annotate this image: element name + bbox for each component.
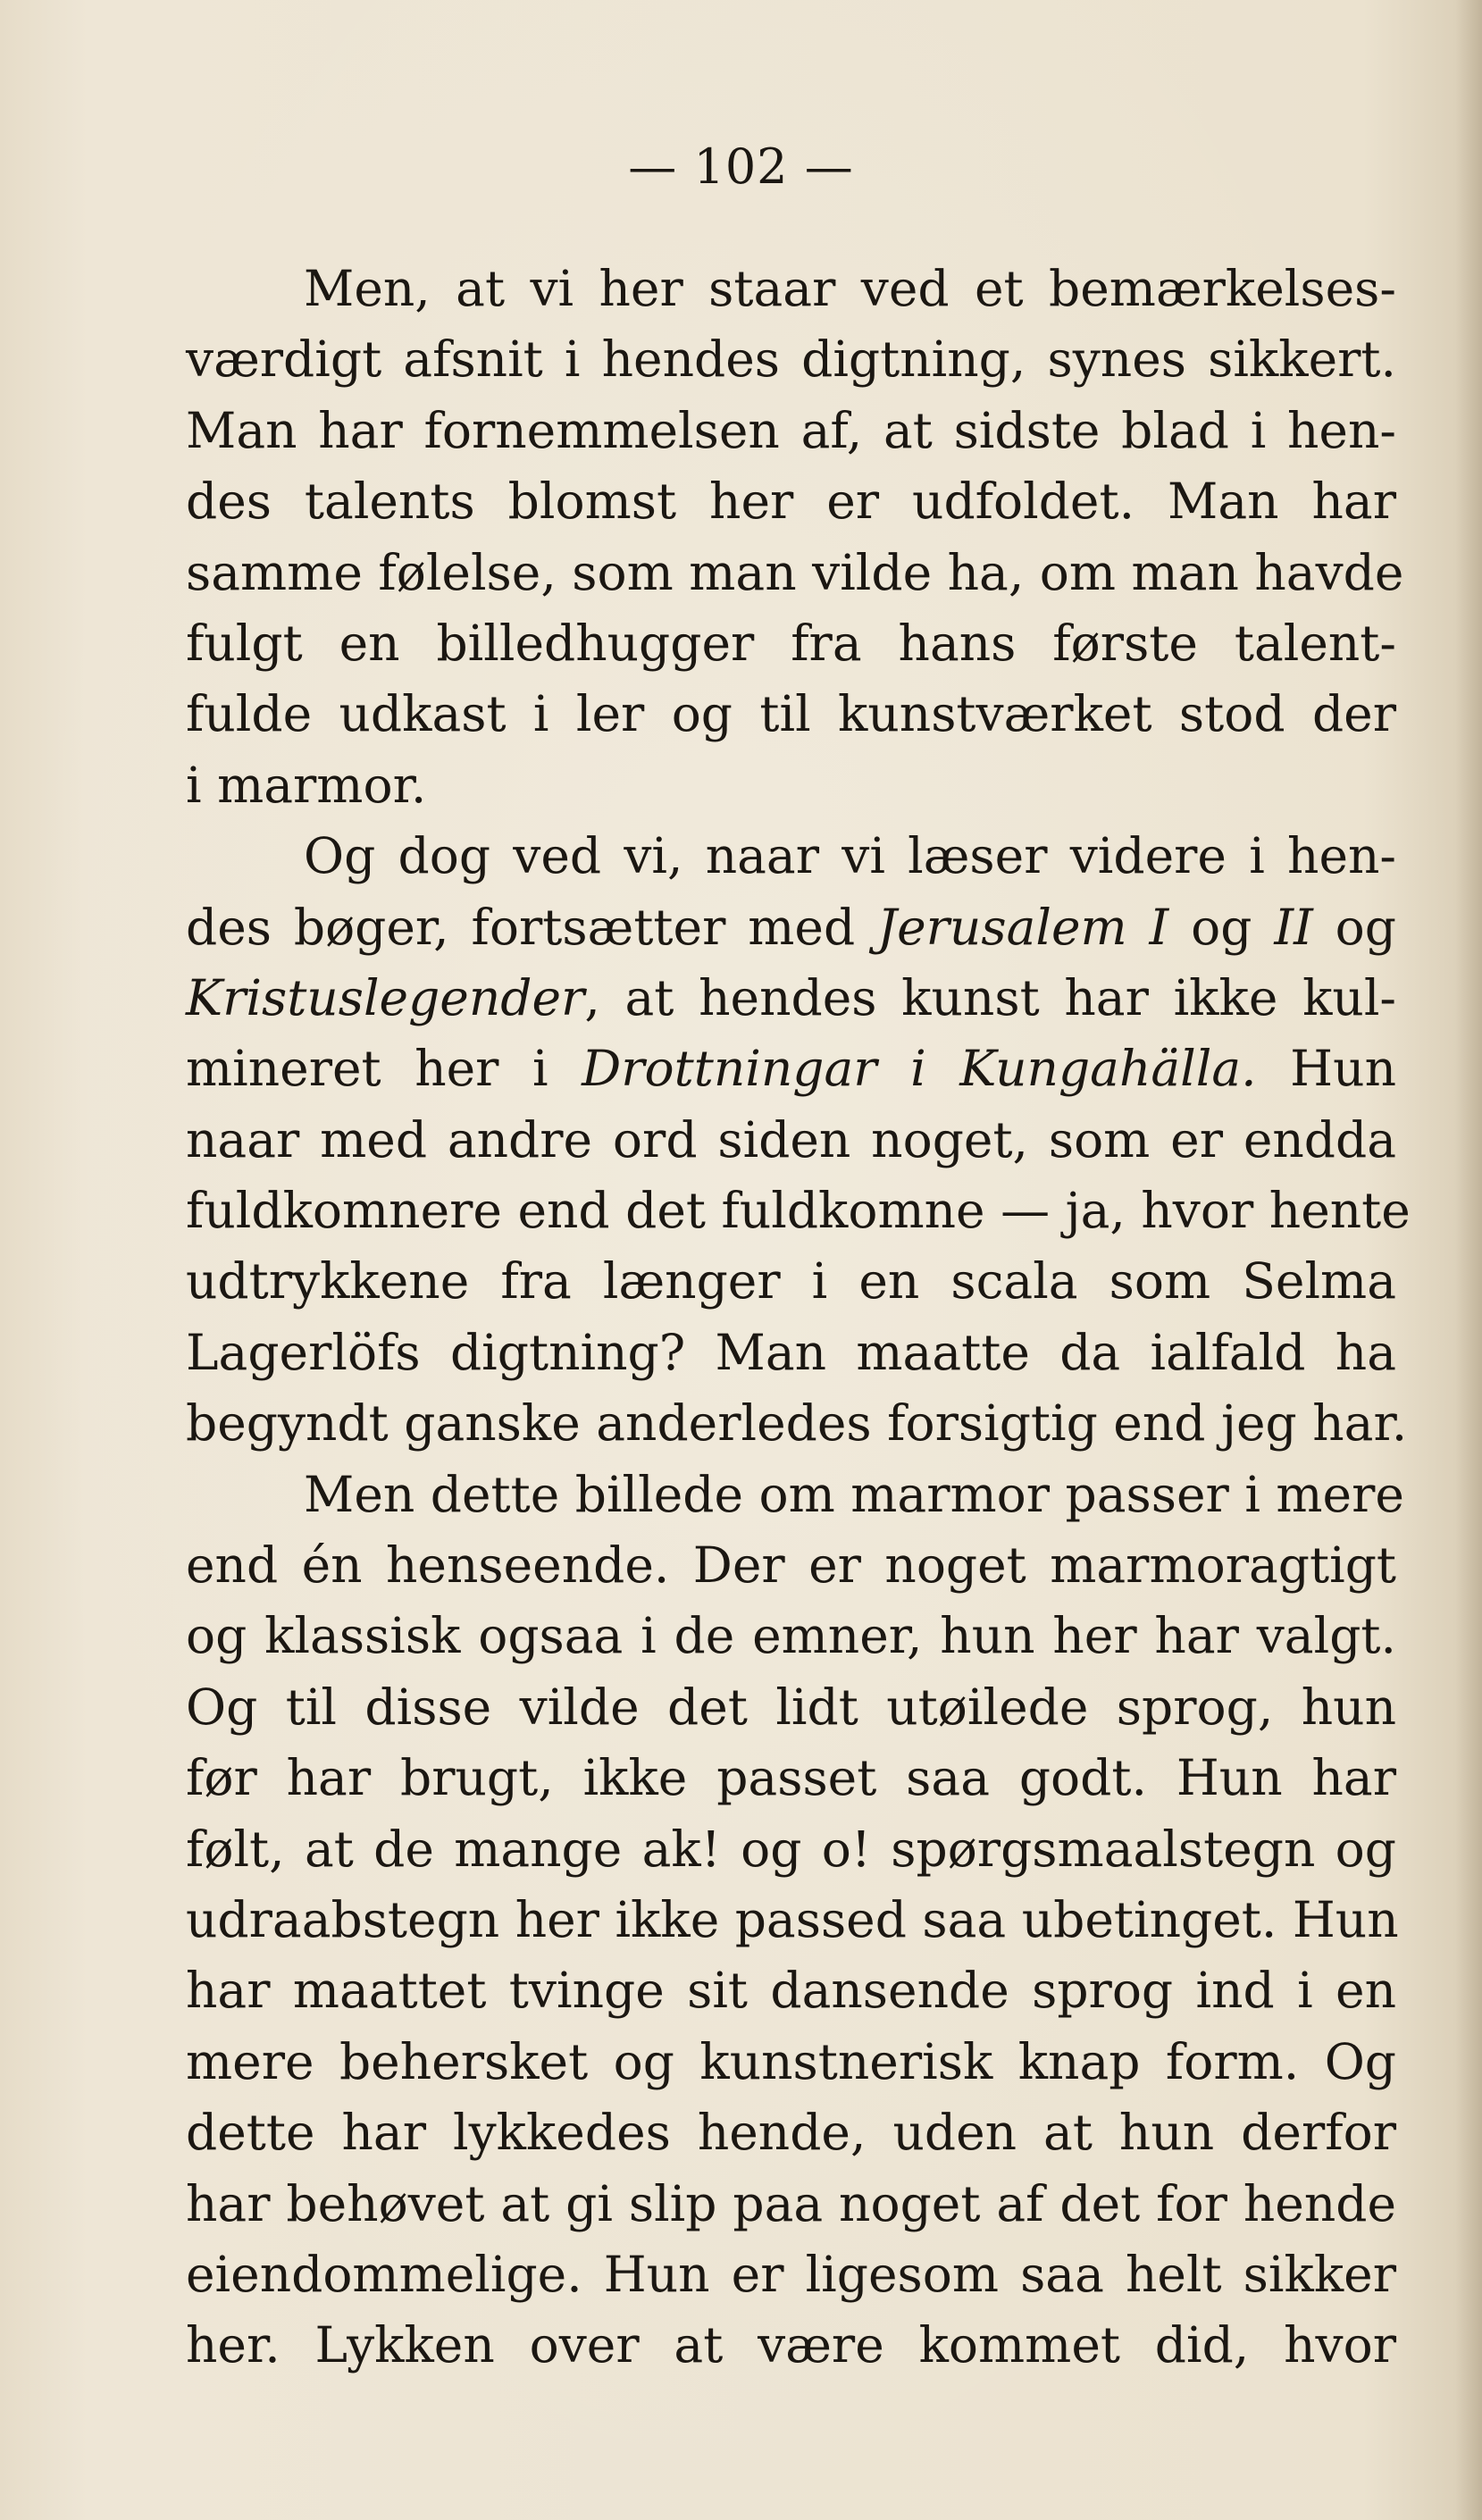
text-line <box>186 1743 1396 1813</box>
line-text: Men, at vi her staar ved et bemærkelses- <box>304 260 1396 317</box>
line-text: før har brugt, ikke passet saa godt. Hun har <box>186 1749 1396 1807</box>
text-line <box>186 1672 1396 1743</box>
line-text: udraabstegn her ikke passed saa ubetinget. Hun <box>186 1890 1399 1948</box>
line-text: des talents blomst her er udfoldet. Man har <box>186 473 1396 531</box>
line-text: Og dog ved vi, naar vi læser videre i hen- <box>304 827 1396 885</box>
text-line <box>186 2240 1396 2310</box>
text-line <box>186 1885 1399 1955</box>
line-text: mere behersket og kunstnerisk knap form. Og <box>186 2032 1396 2090</box>
line-text: og <box>1312 898 1396 956</box>
text-line <box>186 892 1396 963</box>
text-line <box>186 2310 1396 2381</box>
text-line <box>186 324 1396 395</box>
line-text: Hun <box>1256 1040 1396 1098</box>
line-text: des bøger, fortsætter med <box>186 898 878 956</box>
text-line <box>186 1176 1411 1246</box>
italic-title-text: II <box>1274 898 1313 956</box>
line-text: følt, at de mange ak! og o! spørgsmaalstegn og <box>186 1820 1396 1878</box>
text-line <box>186 1601 1396 1671</box>
text-line <box>186 1955 1396 2026</box>
body-text <box>186 254 1411 2382</box>
text-line <box>186 1318 1396 1388</box>
line-text: end én henseende. Der er noget marmoragtigt <box>186 1536 1396 1595</box>
line-text: Lagerlöfs digtning? Man maatte da ialfald ha <box>186 1323 1396 1381</box>
page-edge-shadow <box>1455 0 1482 2520</box>
line-text: dette har lykkedes hende, uden at hun derfor <box>186 2104 1396 2162</box>
line-text: fuldkomnere end det fuldkomne — ja, hvor hente <box>186 1182 1411 1240</box>
text-line <box>186 1530 1396 1601</box>
text-line <box>186 2027 1396 2097</box>
line-text: har behøvet at gi slip paa noget af det for hende <box>186 2174 1396 2232</box>
line-text: fulgt en billedhugger fra hans første talent- <box>186 614 1396 672</box>
text-line <box>186 538 1404 608</box>
text-line <box>186 1246 1396 1317</box>
line-text: eiendommelige. Hun er ligesom saa helt sikker <box>186 2245 1396 2303</box>
text-line <box>186 466 1396 537</box>
text-line <box>186 254 1396 324</box>
italic-title-text: Drottningar i Kungahälla. <box>582 1040 1257 1098</box>
line-text: her. Lykken over at være kommet did, hvor <box>186 2316 1396 2374</box>
text-line <box>186 2097 1396 2168</box>
italic-title-text: Kristuslegender <box>186 968 585 1026</box>
text-line <box>186 608 1396 679</box>
line-text: har maattet tvinge sit dansende sprog ind i en <box>186 1962 1396 2020</box>
line-text: Man har fornemmelsen af, at sidste blad i hen- <box>186 401 1396 459</box>
line-text: Men dette billede om marmor passer i mere <box>304 1465 1404 1523</box>
text-line <box>186 396 1396 466</box>
text-line <box>186 1105 1396 1176</box>
line-text: , at hendes kunst har ikke kul- <box>584 968 1396 1026</box>
text-line <box>186 2169 1396 2240</box>
text-line <box>186 1460 1404 1530</box>
text-line <box>186 1814 1396 1885</box>
text-line <box>186 750 1396 821</box>
text-line <box>186 821 1396 892</box>
line-text: samme følelse, som man vilde ha, om man havde <box>186 543 1404 601</box>
line-text: naar med andre ord siden noget, som er endda <box>186 1110 1396 1168</box>
line-text: fulde udkast i ler og til kunstværket stod der <box>186 685 1396 743</box>
line-text: og <box>1168 898 1275 956</box>
line-text: og klassisk ogsaa i de emner, hun her har valgt. <box>186 1607 1396 1665</box>
text-line <box>186 1388 1408 1459</box>
line-text: udtrykkene fra længer i en scala som Selma <box>186 1252 1396 1310</box>
line-text: i marmor. <box>186 756 427 814</box>
italic-title-text: Jerusalem I <box>877 898 1169 956</box>
page-number: — 102 — <box>628 138 854 195</box>
text-line <box>186 963 1396 1034</box>
line-text: værdigt afsnit i hendes digtning, synes sikkert. <box>186 331 1396 389</box>
text-line <box>186 1034 1396 1104</box>
line-text: mineret her i <box>186 1040 582 1098</box>
line-text: Og til disse vilde det lidt utøilede sprog, hun <box>186 1678 1396 1736</box>
text-line <box>186 679 1396 749</box>
line-text: begyndt ganske anderledes forsigtig end jeg har. <box>186 1394 1408 1453</box>
